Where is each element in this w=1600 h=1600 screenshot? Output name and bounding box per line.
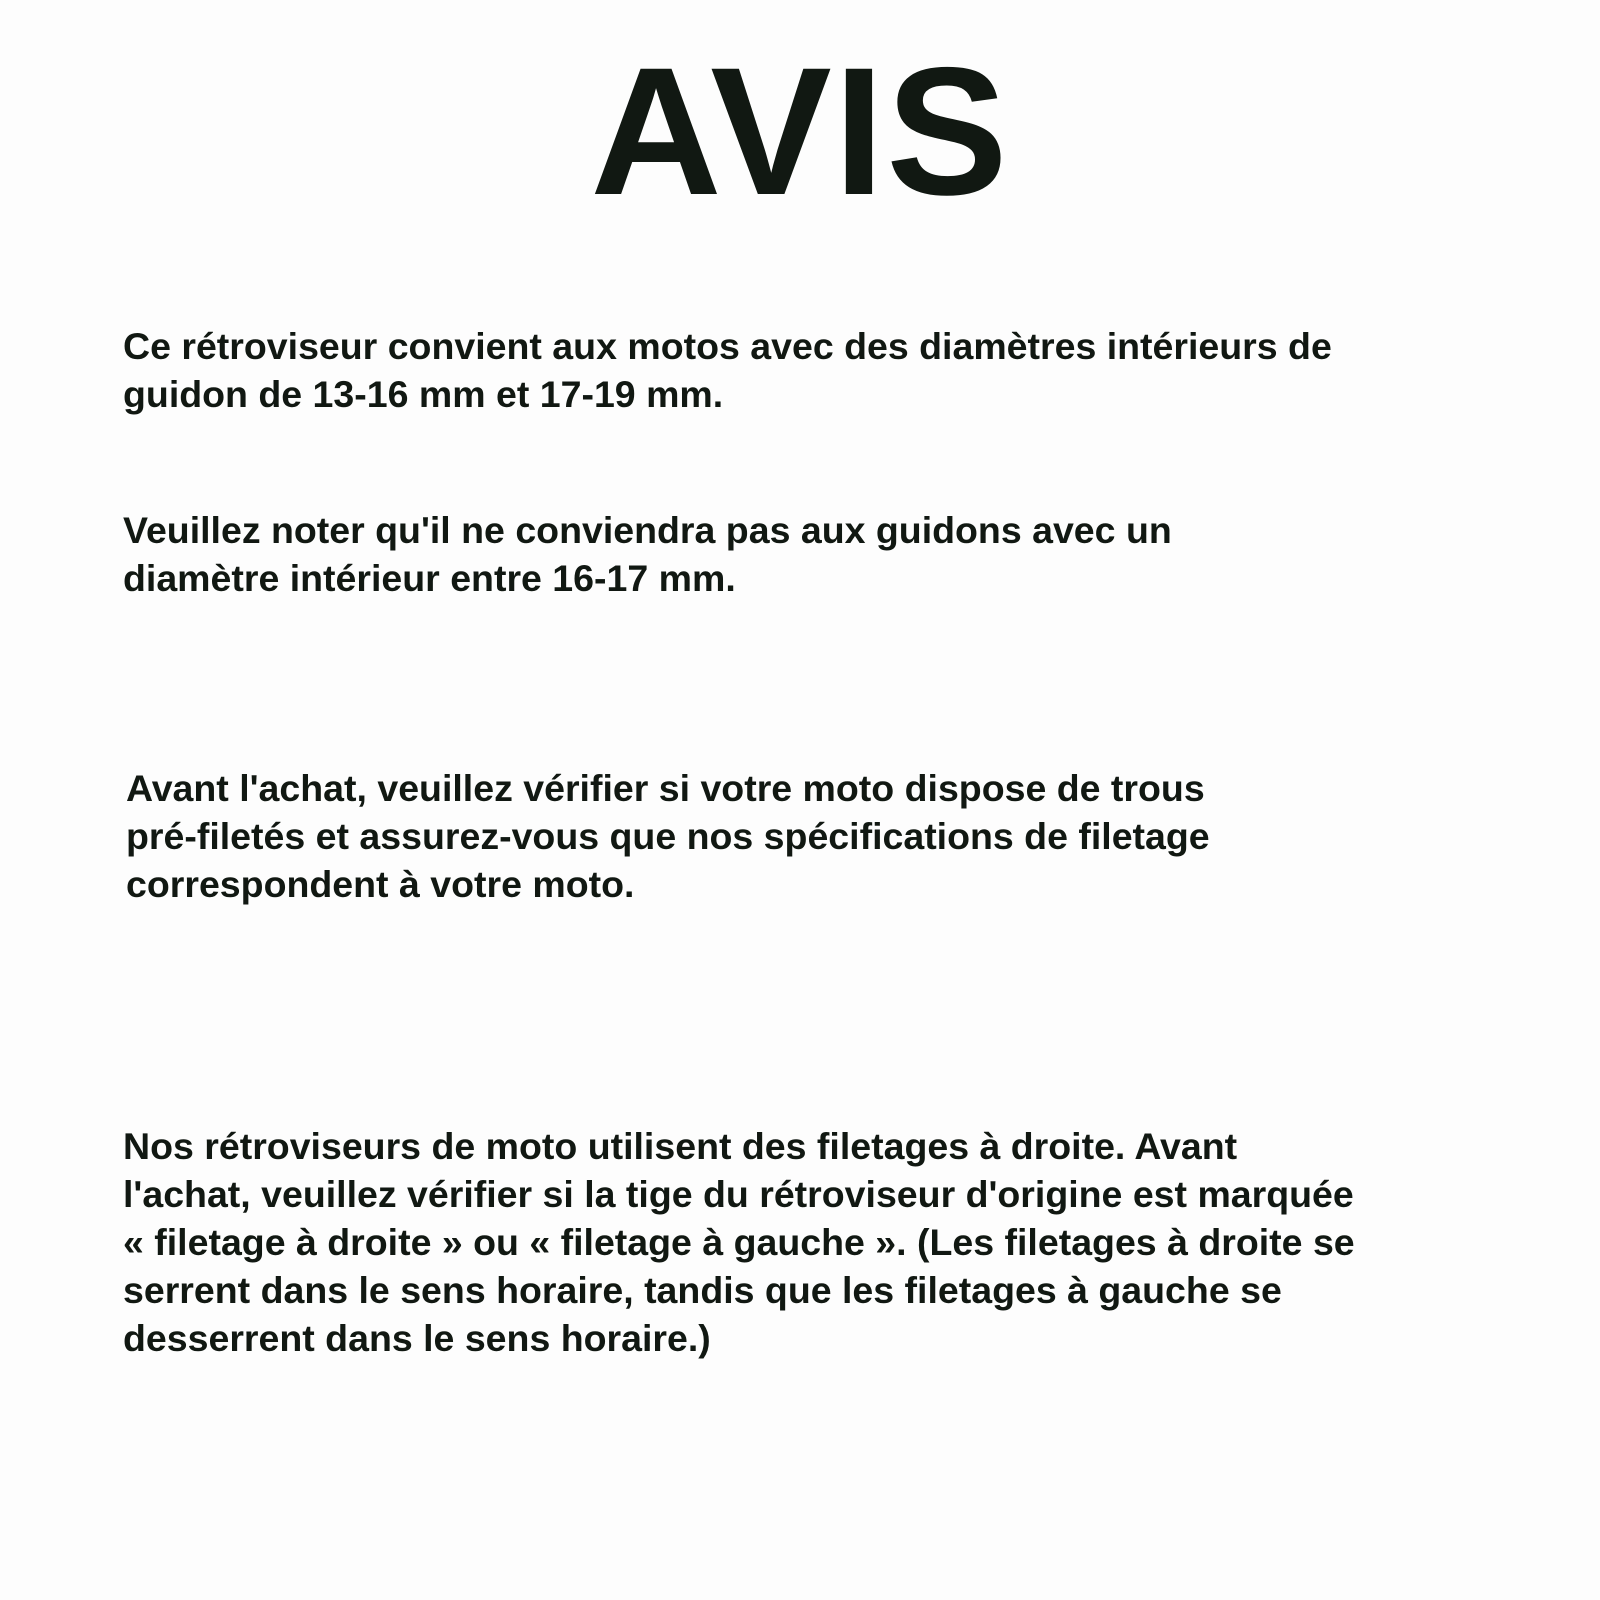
notice-title: AVIS — [590, 29, 1010, 233]
notice-paragraph-incompatible-diameter: Veuillez noter qu'il ne conviendra pas aux guidons avec un diamètre intérieur entre 16-17 mm. — [123, 509, 1172, 599]
notice-paragraph-compatible-diameters: Ce rétroviseur convient aux motos avec des diamètres intérieurs de guidon de 13-16 mm et 17-19 mm. — [123, 325, 1332, 415]
notice-paragraph-check-threads: Avant l'achat, veuillez vérifier si votre moto dispose de trous pré-filetés et assurez-vous que nos spécifications de filetage correspondent à votre moto. — [126, 767, 1210, 905]
notice-paragraph-thread-direction: Nos rétroviseurs de moto utilisent des filetages à droite. Avant l'achat, veuillez vérifier si la tige du rétroviseur d'origine est marquée « filetage à droite » ou « filetage à gauche ». (Les filetages à droite se serrent dans le sens horaire, tandis que les filetages à gauche se desserrent dans le sens horaire.) — [123, 1125, 1355, 1359]
